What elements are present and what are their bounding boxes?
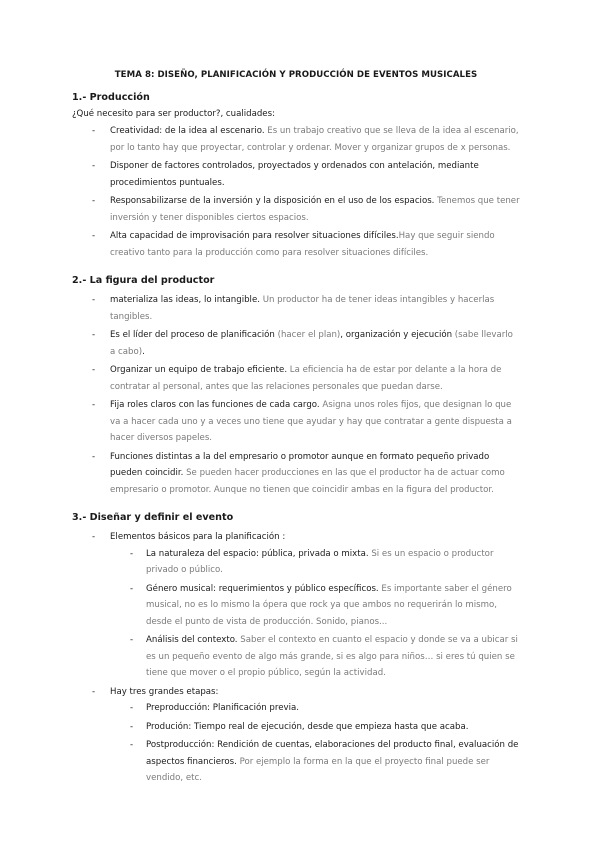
sub-list-item: [110, 632, 520, 682]
item-text: Responsabilizarse de la inversión y la disposición en el uso de los espacios.: [110, 196, 435, 206]
item-text: Disponer de factores controlados, proyectados y ordenados con antelación, mediante procedimientos puntuales.: [110, 161, 479, 188]
item-explanation: Asigna unos roles fijos, que designan lo que va a hacer cada uno y a veces uno tiene que ayudar y hay que contratar a gente dispuesta a hacer diversos papeles.: [110, 400, 512, 443]
item-text: Fija roles claros con las funciones de cada cargo.: [110, 400, 320, 410]
dash-bullet: -: [92, 451, 96, 462]
dash-bullet: -: [130, 740, 134, 750]
item-text: Análisis del contexto.: [146, 635, 238, 645]
item-text: Produción: Tiempo real de ejecución, desde que empieza hasta que acaba.: [146, 721, 469, 732]
section-heading: 1.- Producción: [72, 92, 150, 103]
list-item: [72, 684, 520, 787]
productor-list: [72, 292, 520, 498]
item-text: Preproducción: Planificación previa.: [146, 703, 299, 713]
item-explanation: Si es un espacio o productor privado o público.: [146, 548, 494, 575]
sub-list: [110, 546, 520, 682]
dash-bullet: -: [130, 721, 134, 732]
dash-bullet: -: [92, 330, 96, 340]
sub-list: [110, 700, 520, 787]
sub-list-item: [110, 700, 520, 717]
dash-bullet: -: [92, 126, 96, 136]
list-item: [72, 327, 520, 360]
sub-list-item: [110, 719, 520, 736]
item-text: Elementos básicos para la planificación :: [110, 532, 286, 542]
dash-bullet: -: [92, 365, 96, 375]
dash-bullet: -: [130, 635, 134, 645]
item-text: , organización y ejecución: [340, 330, 455, 340]
item-explanation: Por ejemplo la forma en la que el proyecto final puede ser vendido, etc.: [146, 756, 490, 783]
list-item: [72, 362, 520, 395]
item-text: Organizar un equipo de trabajo eficiente.: [110, 365, 288, 375]
item-explanation: Se pueden hacer producciones en las que el productor ha de actuar como empresario o promotor. Aunque no tienen que coincidir ambas en la figura del productor.: [110, 468, 505, 495]
dash-bullet: -: [92, 686, 96, 697]
dash-bullet: -: [130, 548, 134, 559]
section-produccion: [72, 92, 520, 261]
item-text: materializa las ideas, lo intangible.: [110, 295, 260, 305]
item-text: Funciones distintas a la del empresario o promotor aunque en formato pequeño privado pueden coincidir.: [110, 451, 490, 478]
item-explanation: Es importante saber el género musical, no es lo mismo la ópera que rock ya que ambos no requerirán lo mismo, desde el punto de vista de producción. Sonido, pianos...: [146, 583, 512, 627]
evento-list: [72, 529, 520, 787]
dash-bullet: -: [92, 532, 96, 542]
sub-list-item: [110, 546, 520, 579]
item-text: Alta capacidad de improvisación para resolver situaciones difíciles.: [110, 231, 399, 241]
item-text: La naturaleza del espacio: pública, privada o mixta.: [146, 548, 369, 559]
dash-bullet: -: [92, 161, 96, 171]
list-item: [72, 193, 520, 226]
item-text: .: [142, 346, 145, 357]
list-item: [72, 228, 520, 261]
dash-bullet: -: [92, 231, 96, 241]
item-text: Hay tres grandes etapas:: [110, 686, 219, 697]
dash-bullet: -: [130, 583, 134, 594]
item-explanation: Saber el contexto en cuanto el espacio y donde se va a ubicar si es un pequeño evento de algo más grande, si es algo para niños… si eres tú quien se tiene que mover o el propio público, según la actividad.: [146, 635, 518, 678]
document-title: TEMA 8: DISEÑO, PLANIFICACIÓN Y PRODUCCIÓN DE EVENTOS MUSICALES: [114, 70, 478, 80]
item-explanation: (sabe llevarlo a cabo): [110, 330, 513, 357]
list-item: [72, 397, 520, 447]
item-text: Es el líder del proceso de planificación: [110, 330, 278, 340]
dash-bullet: -: [130, 703, 134, 713]
item-explanation: Es un trabajo creativo que se lleva de la idea al escenario, por lo tanto hay que proyectar, controlar y ordenar. Mover y organizar grupos de x personas.: [110, 126, 519, 153]
section-figura-productor: [72, 275, 520, 498]
section-intro: ¿Qué necesito para ser productor?, cualidades:: [72, 109, 275, 119]
section-heading: 3.- Diseñar y definir el evento: [72, 512, 234, 523]
qualities-list: [72, 123, 520, 261]
list-item: [72, 529, 520, 682]
item-text: Postproducción: Rendición de cuentas, elaboraciones del producto final, evaluación de aspectos financieros.: [146, 740, 519, 767]
item-explanation: Un productor ha de tener ideas intangibles y hacerlas tangibles.: [110, 295, 495, 322]
item-explanation: Tenemos que tener inversión y tener disponibles ciertos espacios.: [110, 196, 520, 223]
list-item: [72, 449, 520, 499]
item-text: Género musical: requerimientos y público específicos.: [146, 583, 379, 594]
dash-bullet: -: [92, 196, 96, 206]
item-text: Creatividad: de la idea al escenario.: [110, 126, 265, 136]
item-explanation: Hay que seguir siendo creativo tanto para la producción como para resolver situaciones difíciles.: [110, 231, 495, 258]
section-disenar-evento: [72, 512, 520, 787]
item-explanation: (hacer el plan): [277, 330, 341, 340]
dash-bullet: -: [92, 400, 96, 410]
list-item: [72, 123, 520, 156]
section-heading: 2.- La figura del productor: [72, 275, 215, 286]
sub-list-item: [110, 737, 520, 787]
list-item: [72, 158, 520, 191]
item-explanation: La eficiencia ha de estar por delante a la hora de contratar al personal, antes que las relaciones personales que puedan darse.: [110, 365, 502, 392]
list-item: [72, 292, 520, 325]
dash-bullet: -: [92, 295, 96, 305]
sub-list-item: [110, 581, 520, 631]
